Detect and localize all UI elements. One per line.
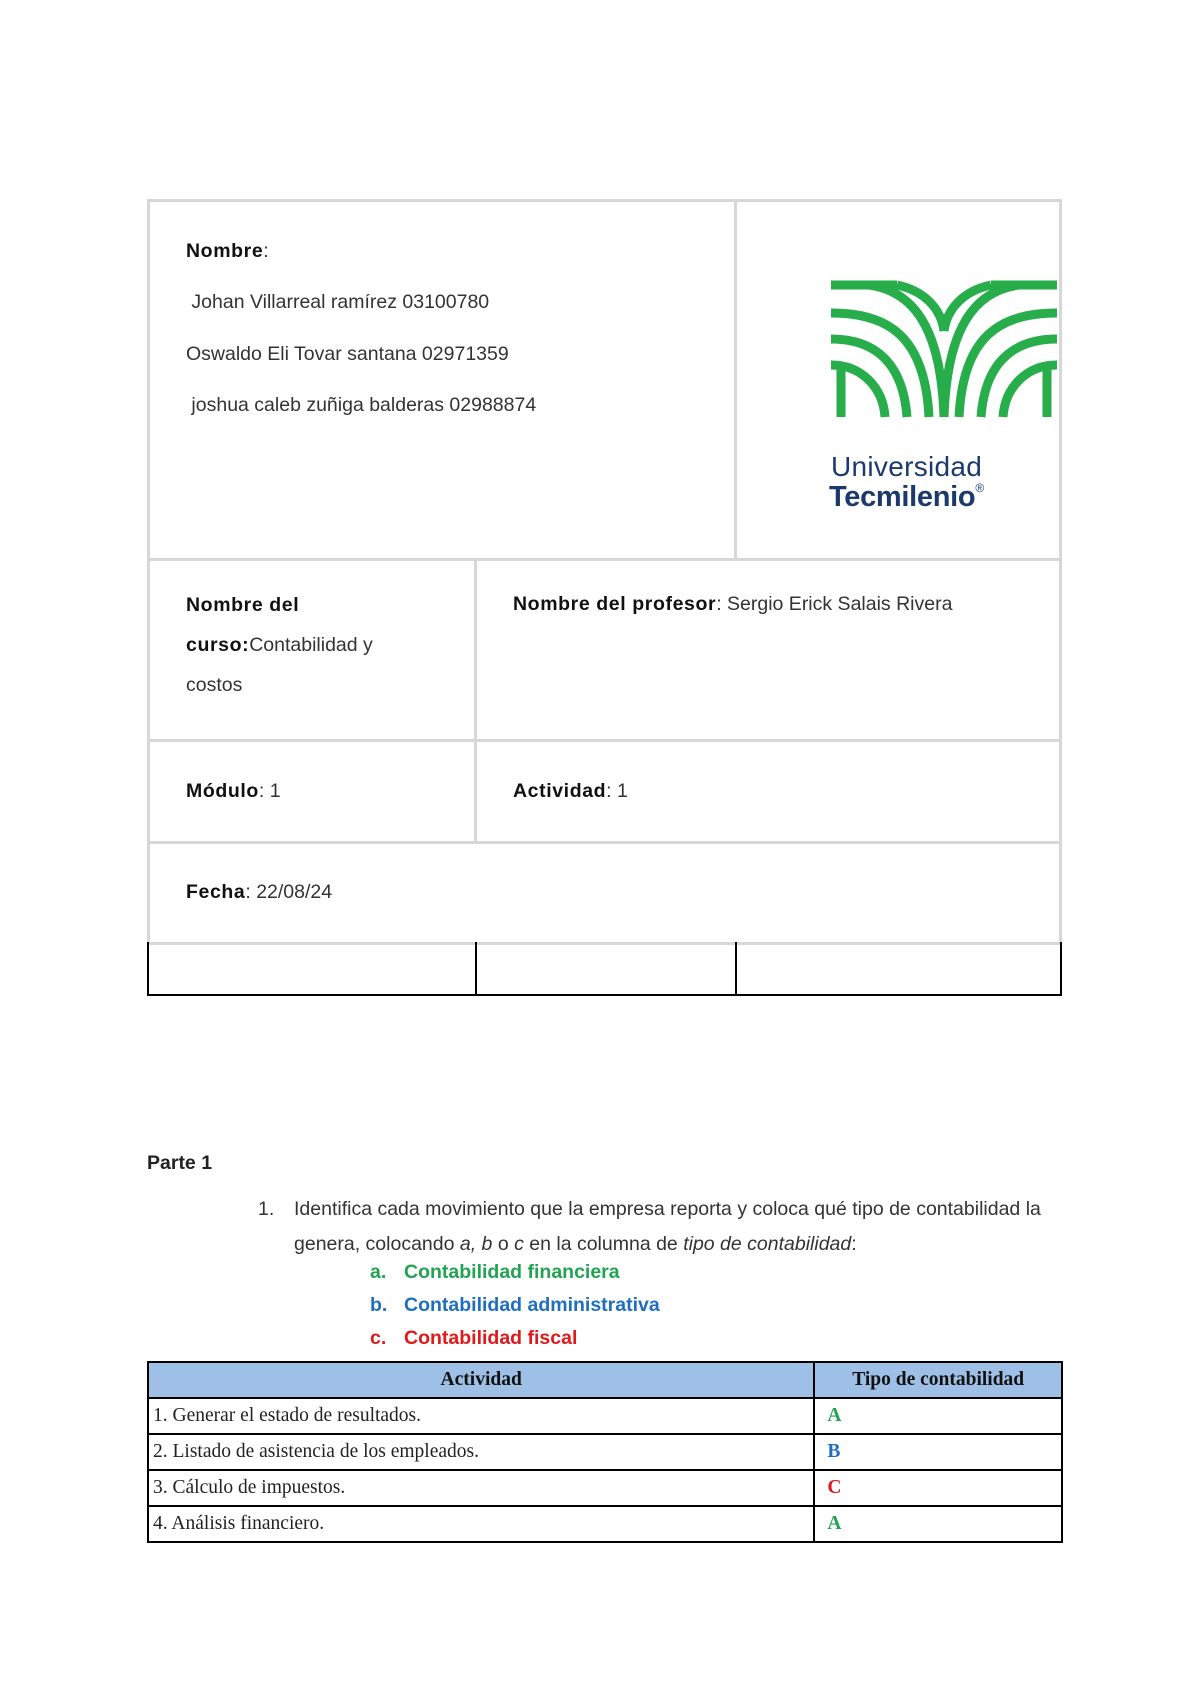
- cover-table: [147, 199, 1062, 996]
- option-a-letter: a.: [370, 1261, 387, 1283]
- fecha-value: : 22/08/24: [245, 881, 333, 903]
- option-c: [370, 1327, 577, 1350]
- profesor-cell: [474, 558, 1062, 742]
- question-text: Identifica cada movimiento que la empresa reporta y coloca qué tipo de contabilidad la genera, colocando a, b o c en la columna de tipo de contabilidad:: [294, 1198, 1041, 1255]
- empty-cell-2: [475, 942, 737, 996]
- section-title: Parte 1: [147, 1152, 213, 1174]
- profesor-line: [477, 579, 952, 630]
- row-actividad: 3. Cálculo de impuestos.: [148, 1470, 814, 1506]
- option-c-letter: c.: [370, 1327, 387, 1349]
- modulo-value: : 1: [258, 780, 281, 802]
- row-tipo: C: [814, 1470, 1062, 1506]
- fecha-line: [150, 867, 332, 918]
- empty-cell-3: [735, 942, 1062, 996]
- logo-text-tecmilenio: Tecmilenio®: [829, 481, 984, 513]
- option-c-label: Contabilidad fiscal: [404, 1327, 578, 1349]
- row-actividad: 4. Análisis financiero.: [148, 1506, 814, 1542]
- fecha-cell: [147, 841, 1062, 945]
- curso-value: curso:Contabilidad y: [186, 634, 373, 656]
- modulo-label: Módulo: [186, 780, 259, 802]
- fecha-label: Fecha: [186, 881, 246, 903]
- row-tipo: A: [814, 1506, 1062, 1542]
- question-1: [258, 1192, 1078, 1262]
- table-row: [148, 1470, 1062, 1506]
- activity-table: [147, 1361, 1063, 1543]
- modulo-line: [150, 766, 281, 817]
- table-row: [148, 1434, 1062, 1470]
- option-b: [370, 1294, 660, 1317]
- member-3: joshua caleb zuñiga balderas 02988874: [186, 394, 537, 416]
- row-tipo: A: [814, 1398, 1062, 1434]
- university-logo: [829, 277, 1059, 437]
- option-a: [370, 1261, 620, 1284]
- option-b-label: Contabilidad administrativa: [404, 1294, 660, 1316]
- table-row: [148, 1506, 1062, 1542]
- names-cell: [147, 199, 737, 561]
- member-1: Johan Villarreal ramírez 03100780: [186, 291, 490, 313]
- actividad-label: Actividad: [513, 780, 607, 802]
- row-actividad: 2. Listado de asistencia de los empleados.: [148, 1434, 814, 1470]
- header-tipo: Tipo de contabilidad: [814, 1362, 1062, 1398]
- actividad-line: [477, 766, 628, 817]
- profesor-value: : Sergio Erick Salais Rivera: [716, 593, 953, 615]
- curso-label: Nombre del: [186, 594, 300, 616]
- empty-row: [147, 942, 1062, 996]
- modulo-cell: [147, 739, 477, 844]
- question-number: 1.: [258, 1198, 275, 1220]
- option-b-letter: b.: [370, 1294, 388, 1316]
- actividad-value: : 1: [606, 780, 628, 802]
- option-a-label: Contabilidad financiera: [404, 1261, 620, 1283]
- row-actividad: 1. Generar el estado de resultados.: [148, 1398, 814, 1434]
- nombre-label: Nombre:: [186, 240, 269, 262]
- header-actividad: Actividad: [148, 1362, 814, 1398]
- curso-value-2: costos: [186, 674, 243, 696]
- row-tipo: B: [814, 1434, 1062, 1470]
- empty-cell-1: [147, 942, 477, 996]
- actividad-cell: [474, 739, 1062, 844]
- logo-text-universidad: Universidad: [831, 451, 983, 482]
- profesor-label: Nombre del profesor: [513, 593, 717, 615]
- member-2: Oswaldo Eli Tovar santana 02971359: [186, 343, 509, 365]
- curso-cell: [147, 558, 477, 742]
- table-row: [148, 1398, 1062, 1434]
- table-header-row: [148, 1362, 1062, 1398]
